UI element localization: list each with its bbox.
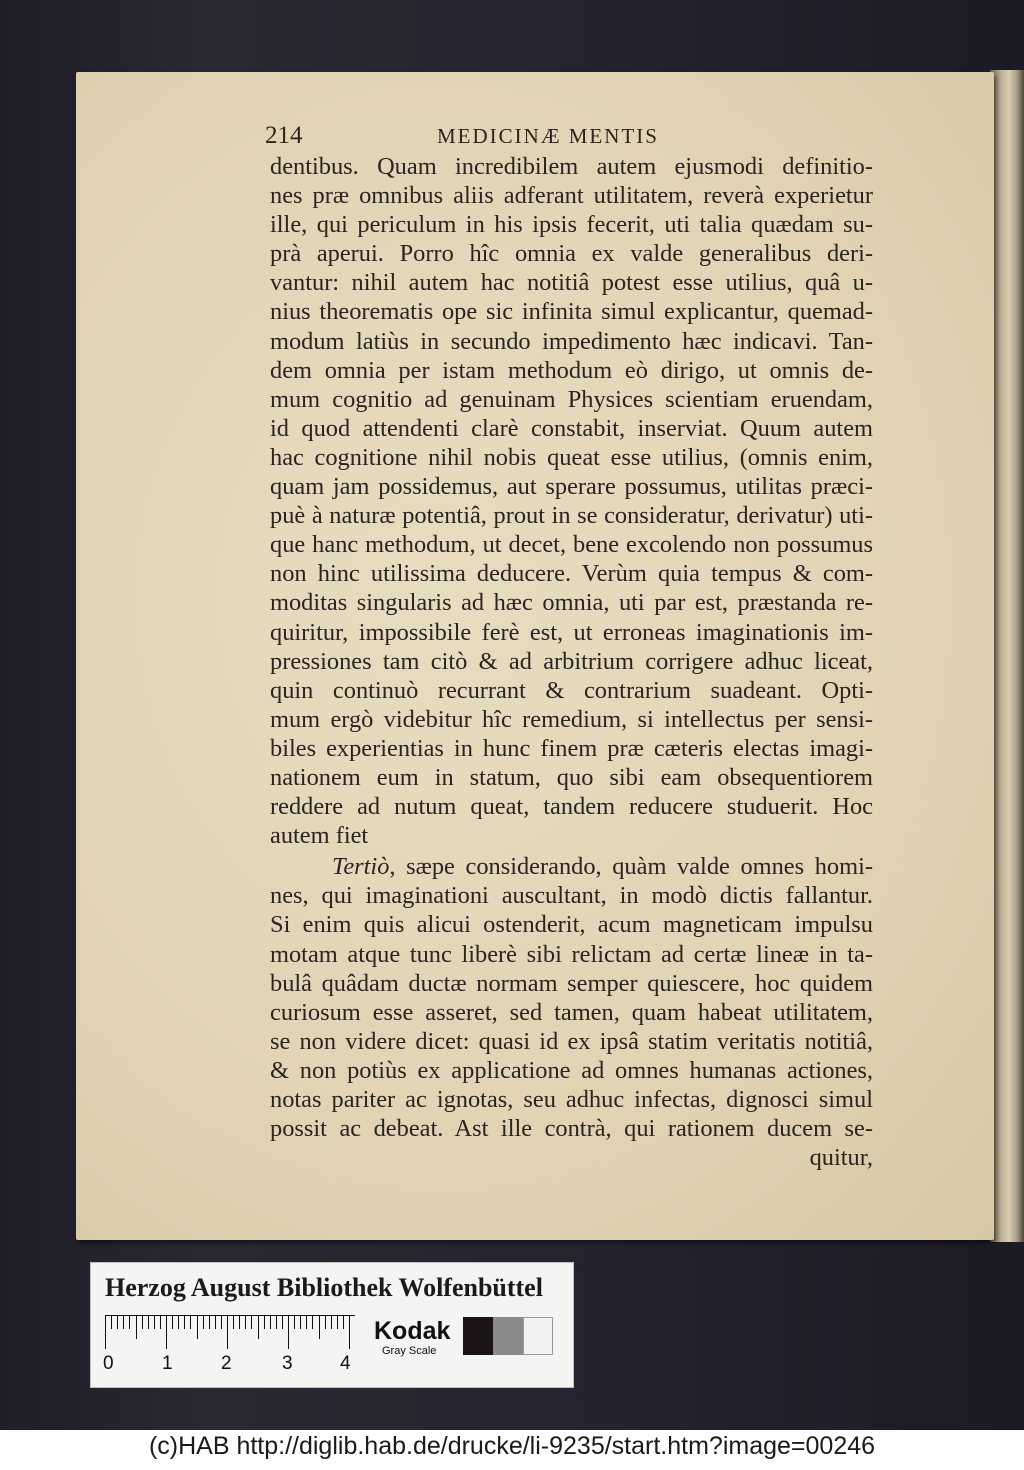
ruler-tick (282, 1315, 283, 1329)
ruler-tick (142, 1315, 143, 1329)
ruler-tick (331, 1315, 332, 1329)
ruler-tick (129, 1315, 130, 1329)
text-line: puè à naturæ potentiâ, prout in se consideratur, derivatur) uti- (270, 502, 873, 530)
ruler-tick (190, 1315, 191, 1329)
text-line: bulâ quâdam ductæ normam semper quiescere, hoc quidem (270, 969, 873, 997)
text-line: modum latiùs in secundo impedimento hæc indicavi. Tan- (270, 327, 873, 355)
ruler-label: 1 (162, 1353, 173, 1374)
text-line: nes, qui imaginationi auscultant, in modò dictis fallantur. (270, 882, 873, 910)
ruler-tick (337, 1315, 338, 1329)
ruler-tick (184, 1315, 185, 1329)
text-line: id quod attendenti clarè constabit, inserviat. Quum autem (270, 414, 873, 442)
text-line: nes præ omnibus aliis adferant utilitatem, reverà experietur (270, 182, 873, 210)
text-line: pressiones tam citò & ad arbitrium corrigere adhuc liceat, (270, 647, 873, 675)
page-number: 214 (265, 122, 303, 149)
text-line: prà aperui. Porro hîc omnia ex valde generalibus deri- (270, 240, 873, 268)
kodak-logo: Kodak (374, 1317, 451, 1345)
text-line: autem fiet (270, 822, 369, 850)
scale-ruler (105, 1315, 367, 1355)
running-head: MEDICINÆ MENTIS (437, 124, 659, 148)
library-title: Herzog August Bibliothek Wolfenbüttel (105, 1273, 543, 1302)
text-line: dem omnia per istam methodum eò dirigo, ut omnis de- (270, 356, 873, 384)
ruler-tick (233, 1315, 234, 1329)
ruler-tick (209, 1315, 210, 1329)
ruler-tick (123, 1315, 124, 1329)
text-line: mum ergò videbitur hîc remedium, si intellectus per sensi- (270, 705, 873, 733)
text-line: biles experientias in hunc finem præ cæteris electas imagi- (270, 734, 873, 762)
ruler-tick (343, 1315, 344, 1329)
text-line: non hinc utilissima deducere. Verùm quia tempus & com- (270, 560, 873, 588)
ruler-tick (227, 1315, 228, 1349)
ruler-label: 0 (103, 1353, 114, 1374)
paragraph-opening-line (270, 852, 873, 881)
text-line: possit ac debeat. Ast ille contrà, qui rationem ducem se- (270, 1115, 873, 1143)
page-header (265, 122, 875, 152)
text-line: se non videre dicet: quasi id ex ipsâ statim veritatis notitiâ, (270, 1027, 873, 1055)
text-line: nius theorematis ope sic infinita simul explicantur, quemad- (270, 298, 873, 326)
catchword: quitur, (809, 1144, 873, 1172)
text-line: quiritur, impossibile ferè est, ut erroneas imaginationis im- (270, 618, 873, 646)
color-calibration-card (90, 1262, 574, 1388)
ruler-tick (148, 1315, 149, 1329)
ruler-tick (349, 1315, 350, 1349)
ruler-tick (306, 1315, 307, 1329)
ruler-tick (160, 1315, 161, 1329)
ruler-tick (288, 1315, 289, 1349)
ruler-tick (136, 1315, 137, 1339)
gray-scale-label: Gray Scale (382, 1345, 437, 1357)
ruler-tick (264, 1315, 265, 1329)
ruler-tick (270, 1315, 271, 1329)
ruler-tick (300, 1315, 301, 1329)
text-line: motam atque tunc liberè sibi relictam ad certæ lineæ in ta- (270, 940, 873, 968)
text-line: hac cognitione nihil nobis queat esse utilius, (omnis enim, (270, 443, 873, 471)
text-line: ille, qui periculum in his ipsis fecerit, uti talia quædam su- (270, 211, 873, 239)
ruler-tick (111, 1315, 112, 1329)
ruler-tick (319, 1315, 320, 1339)
ruler-tick (245, 1315, 246, 1329)
ruler-tick (172, 1315, 173, 1329)
ruler-tick (258, 1315, 259, 1339)
text-line: reddere ad nutum queat, tandem reducere studuerit. Hoc (270, 793, 873, 821)
ruler-label: 3 (282, 1353, 293, 1374)
ruler-tick (215, 1315, 216, 1329)
text-line: mum cognitio ad genuinam Physices scientiam eruendam, (270, 385, 873, 413)
text-line: Si enim quis alicui ostenderit, acum magneticam impulsu (270, 911, 873, 939)
ruler-tick (105, 1315, 106, 1349)
copyright-credit: (c)HAB http://diglib.hab.de/drucke/li-9235/start.htm?image=00246 (148, 1432, 876, 1460)
text-fragment: , sæpe considerando, quàm valde omnes homi- (389, 853, 873, 881)
text-line: dentibus. Quam incredibilem autem ejusmodi definitio- (270, 153, 873, 180)
gray-swatch-black (463, 1317, 493, 1355)
text-line: quam jam possidemus, aut sperare possumus, utilitas præci- (270, 473, 873, 501)
facing-page-edge (990, 70, 1024, 1242)
ruler-tick (203, 1315, 204, 1329)
text-line: & non potiùs ex applicatione ad omnes humanas actiones, (270, 1056, 873, 1084)
ruler-label: 2 (221, 1353, 232, 1374)
ruler-tick (251, 1315, 252, 1329)
ruler-tick (239, 1315, 240, 1329)
ruler-tick (154, 1315, 155, 1329)
text-line: moditas singularis ad hæc omnia, uti par est, præstanda re- (270, 589, 873, 617)
text-line: vantur: nihil autem hac notitiâ potest esse utilius, quâ u- (270, 269, 873, 297)
body-text (270, 152, 873, 1172)
ruler-tick (178, 1315, 179, 1329)
ruler-tick (312, 1315, 313, 1329)
ruler-tick (221, 1315, 222, 1329)
text-line: que hanc methodum, ut decet, bene excolendo non possumus (270, 531, 873, 559)
ruler-label: 4 (340, 1353, 351, 1374)
gray-swatch-white (523, 1317, 553, 1355)
ruler-tick (166, 1315, 167, 1349)
gray-swatch-mid (493, 1317, 523, 1355)
ruler-tick (276, 1315, 277, 1329)
ruler-tick (294, 1315, 295, 1329)
text-line: nationem eum in statum, quo sibi eam obsequentiorem (270, 763, 873, 791)
text-line: notas pariter ac ignotas, seu adhuc infectas, dignosci simul (270, 1086, 873, 1113)
text-line: curiosum esse asseret, sed tamen, quam habeat utilitatem, (270, 998, 873, 1026)
ruler-tick (325, 1315, 326, 1329)
italic-word: Tertiò (332, 853, 390, 881)
ruler-tick (197, 1315, 198, 1339)
text-line: quin continuò recurrant & contrarium suadeant. Opti- (270, 676, 873, 704)
ruler-tick (117, 1315, 118, 1329)
